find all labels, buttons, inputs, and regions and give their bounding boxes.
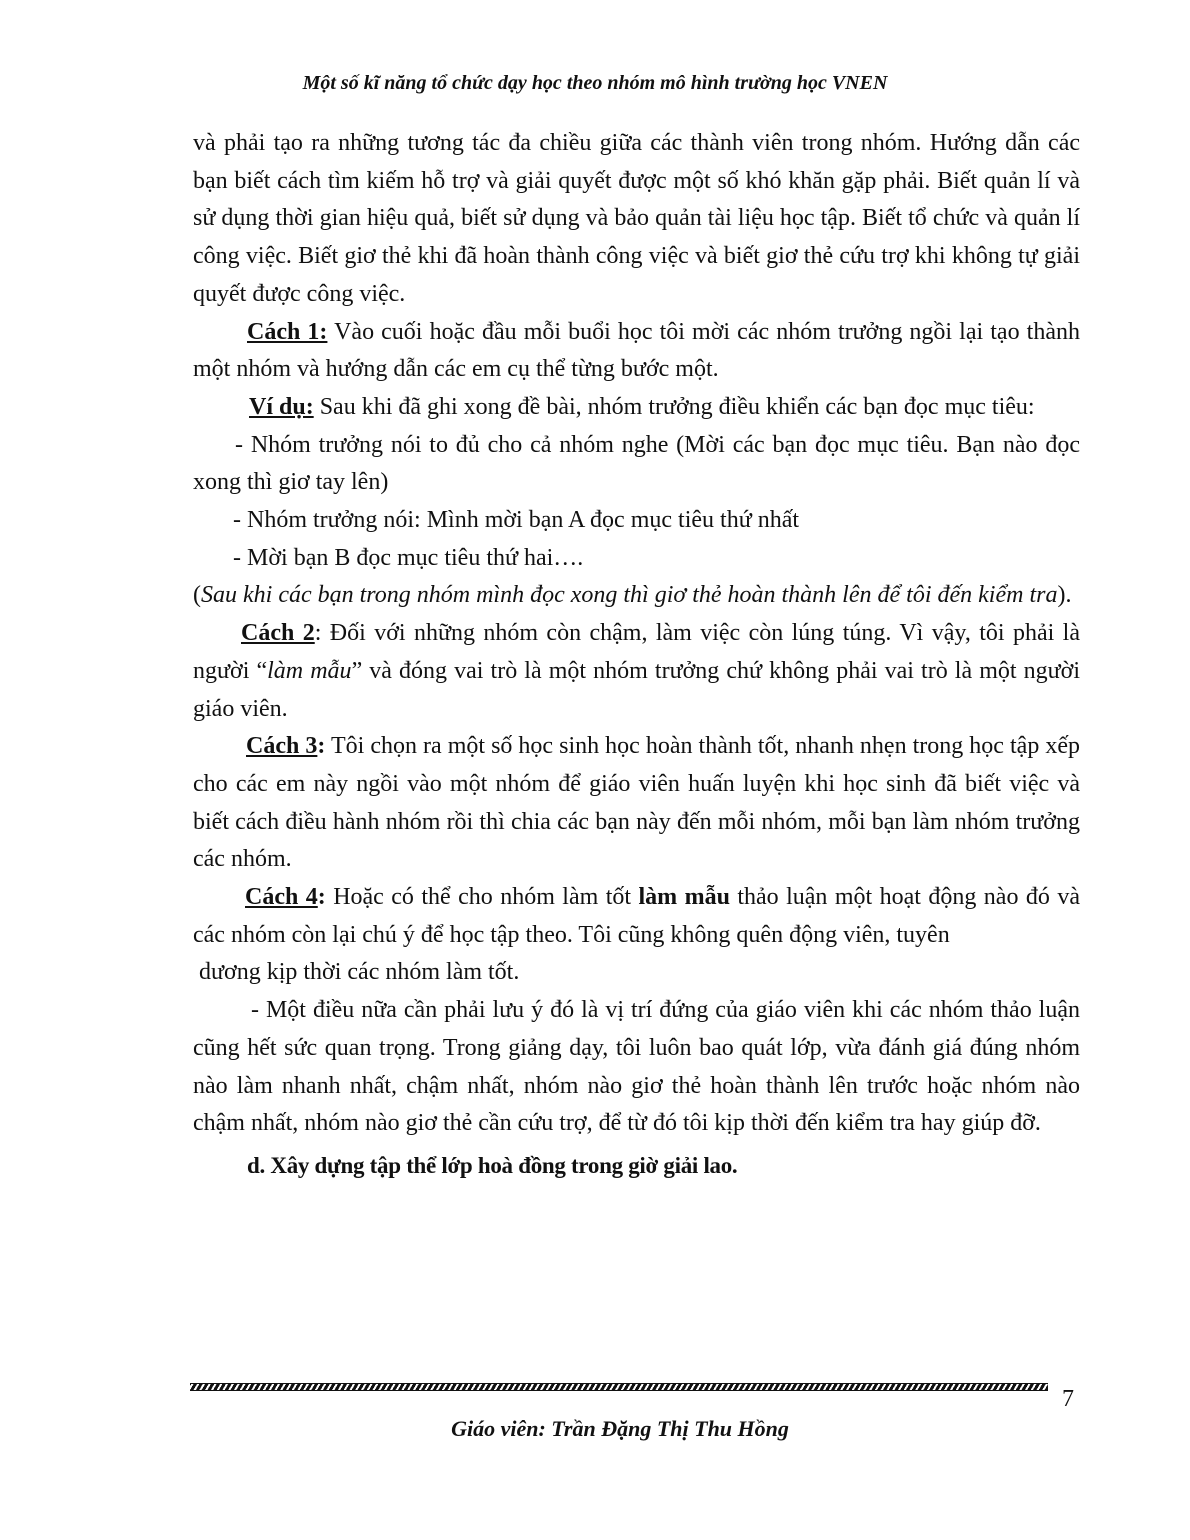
- cach-2-text-before: : Đối với những nhóm còn chậm, làm việc còn lúng túng. Vì vậy, tôi phải là người “: [193, 620, 1080, 684]
- cach-1-label: Cách 1:: [247, 318, 328, 345]
- paragraph-intro: và phải tạo ra những tương tác đa chiều giữa các thành viên trong nhóm. Hướng dẫn các bạn biết cách tìm kiếm hỗ trợ và giải quyết được một số khó khăn gặp phải. Biết quản lí và sử dụng thời gian hiệu quả, biết sử dụng và bảo quản tài liệu học tập. Biết tổ chức và quản lí công việc. Biết giơ thẻ khi đã hoàn thành công việc và biết giơ thẻ cứu trợ khi không tự giải quyết được công việc.: [193, 130, 1080, 307]
- vi-du-text: Sau khi đã ghi xong đề bài, nhóm trưởng điều khiển các bạn đọc mục tiêu:: [313, 393, 1035, 420]
- cach-2-text-after: ” và đóng vai trò là một nhóm trưởng chứ không phải vai trò là một người giáo viên.: [193, 657, 1081, 722]
- note-italic-text: Sau khi các bạn trong nhóm mình đọc xong thì giơ thẻ hoàn thành lên để tôi đến kiểm tra: [201, 582, 1058, 609]
- cach-2-label: Cách 2: [241, 620, 315, 647]
- cach-4-text-after: thảo luận một hoạt động nào đó và các nhóm còn lại chú ý để học tập theo. Tôi cũng không quên động viên, tuyên: [193, 884, 1080, 948]
- cach-2-italic: làm mẫu: [267, 657, 352, 684]
- paragraph-note: [193, 577, 1080, 615]
- paragraph-cach-1: [193, 314, 1080, 389]
- page-header-title: Một số kĩ năng tổ chức dạy học theo nhóm mô hình trường học VNEN: [302, 72, 888, 94]
- cach-1-text: Vào cuối hoặc đầu mỗi buổi học tôi mời các nhóm trưởng ngồi lại tạo thành một nhóm và hướng dẫn các em cụ thể từng bước một.: [193, 318, 1080, 383]
- cach-3-colon: :: [317, 733, 326, 760]
- footer-divider: [190, 1383, 1048, 1391]
- cach-4-label: Cách 4: [245, 884, 318, 911]
- page-number: 7: [1062, 1386, 1074, 1412]
- list-item-2: - Nhóm trưởng nói: Mình mời bạn A đọc mục tiêu thứ nhất: [233, 507, 800, 534]
- footer-author: Giáo viên: Trần Đặng Thị Thu Hồng: [451, 1416, 789, 1441]
- cach-3-text: Tôi chọn ra một số học sinh học hoàn thành tốt, nhanh nhẹn trong học tập xếp cho các em này ngồi vào một nhóm để giáo viên huấn luyện khi học sinh đã biết việc và biết cách điều hành nhóm rồi thì chia các bạn này đến mỗi nhóm, mỗi bạn làm nhóm trưởng các nhóm.: [193, 733, 1080, 873]
- section-heading-d: d. Xây dựng tập thể lớp hoà đồng trong giờ giải lao.: [247, 1152, 738, 1178]
- cach-4-text-before: Hoặc có thể cho nhóm làm tốt: [325, 884, 639, 911]
- cach-3-label: Cách 3: [246, 733, 318, 760]
- cach-4-bold: làm mẫu: [638, 884, 730, 911]
- paragraph-cach-3: [193, 728, 1080, 879]
- paragraph-cach-4-continued: dương kịp thời các nhóm làm tốt.: [193, 959, 520, 986]
- note-close: ).: [1057, 582, 1072, 609]
- note-open: (: [193, 582, 201, 609]
- document-body: [193, 125, 1080, 1185]
- paragraph-cach-4: [193, 879, 1080, 954]
- paragraph-teacher-position: - Một điều nữa cần phải lưu ý đó là vị trí đứng của giáo viên khi các nhóm thảo luận cũng hết sức quan trọng. Trong giảng dạy, tôi luôn bao quát lớp, vừa đánh giá đúng nhóm nào làm nhanh nhất, chậm nhất, nhóm nào giơ thẻ hoàn thành lên trước hoặc nhóm nào chậm nhất, nhóm nào giơ thẻ cần cứu trợ, để từ đó tôi kịp thời đến kiểm tra hay giúp đỡ.: [193, 997, 1080, 1137]
- paragraph-vi-du: [193, 389, 1080, 427]
- paragraph-cach-2: [193, 615, 1080, 728]
- cach-4-colon: :: [317, 884, 326, 911]
- list-item-1: - Nhóm trưởng nói to đủ cho cả nhóm nghe (Mời các bạn đọc mục tiêu. Bạn nào đọc xong thì giơ tay lên): [193, 431, 1080, 496]
- list-item-3: - Mời bạn B đọc mục tiêu thứ hai….: [233, 544, 584, 571]
- vi-du-label: Ví dụ:: [249, 393, 314, 420]
